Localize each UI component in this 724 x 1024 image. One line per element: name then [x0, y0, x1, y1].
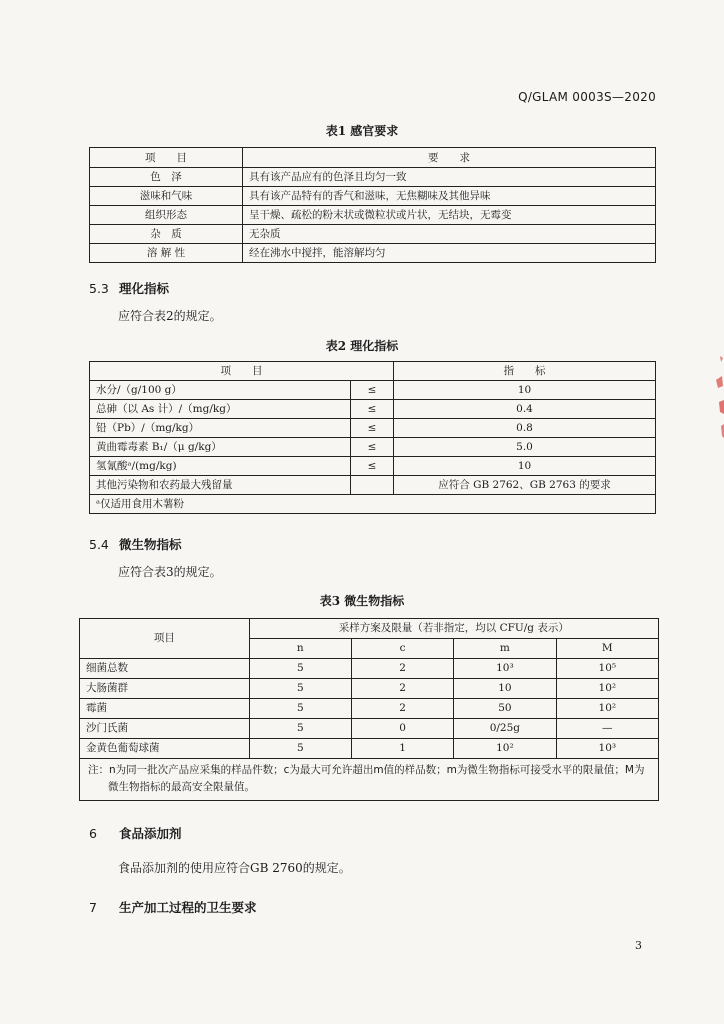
table2-cell: 10 — [394, 457, 656, 476]
table3-cell: 金黄色葡萄球菌 — [80, 739, 250, 759]
red-stamp-edge — [710, 352, 724, 442]
section-number: 5.4 — [89, 537, 109, 552]
section-5-4-heading — [89, 535, 182, 553]
section-title: 微生物指标 — [119, 537, 182, 552]
table2-cell: 应符合 GB 2762、GB 2763 的要求 — [394, 476, 656, 495]
table3-cell: 0/25g — [454, 719, 556, 739]
table2-cell: ≤ — [351, 457, 394, 476]
table1-cell: 无杂质 — [243, 225, 656, 244]
document-code: Q/GLAM 0003S—2020 — [518, 90, 656, 104]
table2-cell — [351, 476, 394, 495]
table3-cell: 细菌总数 — [80, 659, 250, 679]
table1-cell: 具有该产品应有的色泽且均匀一致 — [243, 168, 656, 187]
table2-cell: ≤ — [351, 381, 394, 400]
section-6-heading — [89, 824, 182, 842]
table3-cell: 2 — [351, 699, 453, 719]
table3-cell: 5 — [249, 719, 351, 739]
table1-cell: 溶 解 性 — [90, 244, 243, 263]
table3-cell: 50 — [454, 699, 556, 719]
section-number: 7 — [89, 900, 97, 915]
table3-cell: 10² — [454, 739, 556, 759]
microbial-table — [79, 618, 659, 801]
table1-cell: 色 泽 — [90, 168, 243, 187]
table2-cell: 其他污染物和农药最大残留量 — [90, 476, 351, 495]
table3-cell: 2 — [351, 679, 453, 699]
table1-cell: 滋味和气味 — [90, 187, 243, 206]
table1-cell: 组织形态 — [90, 206, 243, 225]
table3-cell: 10² — [556, 679, 658, 699]
table-row — [80, 679, 659, 699]
page-number: 3 — [635, 939, 642, 952]
table3-subheader-n: n — [249, 639, 351, 659]
table3-cell: 10⁵ — [556, 659, 658, 679]
table1-header-requirement: 要 求 — [243, 148, 656, 168]
sensory-table — [89, 147, 656, 263]
table-row — [80, 719, 659, 739]
table2-cell: 10 — [394, 381, 656, 400]
table-row — [90, 476, 656, 495]
table3-cell: 1 — [351, 739, 453, 759]
section-6-text: 食品添加剂的使用应符合GB 2760的规定。 — [118, 861, 351, 875]
table2-cell: ≤ — [351, 419, 394, 438]
table3-subheader-M: M — [556, 639, 658, 659]
section-7-heading — [89, 898, 257, 916]
table2-header-item: 项 目 — [90, 362, 394, 381]
table2-header-index: 指 标 — [394, 362, 656, 381]
table-row — [90, 206, 656, 225]
table2-cell: 0.8 — [394, 419, 656, 438]
table2-cell: 5.0 — [394, 438, 656, 457]
table1-cell: 具有该产品特有的香气和滋味，无焦糊味及其他异味 — [243, 187, 656, 206]
table1-caption: 表1 感官要求 — [325, 124, 399, 138]
table2-cell: 黄曲霉毒素 B₁/（μ g/kg） — [90, 438, 351, 457]
table3-cell: 10 — [454, 679, 556, 699]
table-row — [90, 419, 656, 438]
table3-group-header: 采样方案及限量（若非指定，均以 CFU/g 表示） — [249, 619, 658, 639]
table-row — [80, 659, 659, 679]
table-row — [90, 400, 656, 419]
table2-footnote: ᵃ仅适用食用木薯粉 — [90, 495, 656, 514]
section-number: 5.3 — [89, 281, 109, 296]
table2-cell: ≤ — [351, 438, 394, 457]
table-row — [90, 168, 656, 187]
table-row — [90, 457, 656, 476]
table3-cell: 霉菌 — [80, 699, 250, 719]
table1-cell: 杂 质 — [90, 225, 243, 244]
table-row — [90, 244, 656, 263]
table3-caption: 表3 微生物指标 — [319, 594, 405, 608]
table3-cell: 沙门氏菌 — [80, 719, 250, 739]
table-row — [90, 381, 656, 400]
table3-cell: 5 — [249, 659, 351, 679]
table3-cell: 0 — [351, 719, 453, 739]
table3-subheader-c: c — [351, 639, 453, 659]
table-row — [90, 187, 656, 206]
table2-caption: 表2 理化指标 — [325, 339, 399, 353]
table3-cell: 5 — [249, 679, 351, 699]
section-title: 生产加工过程的卫生要求 — [119, 900, 257, 915]
table1-header-item: 项 目 — [90, 148, 243, 168]
table2-cell: 总砷（以 As 计）/（mg/kg） — [90, 400, 351, 419]
section-title: 食品添加剂 — [119, 826, 182, 841]
table-row — [80, 739, 659, 759]
table-row — [80, 699, 659, 719]
table1-cell: 呈干燥、疏松的粉末状或微粒状或片状，无结块，无霉变 — [243, 206, 656, 225]
table2-cell: 氢氰酸ᵃ/(mg/kg) — [90, 457, 351, 476]
table3-note: 注：n为同一批次产品应采集的样品件数；c为最大可允许超出m值的样品数；m为微生物指标可接受水平的限量值；M为微生物指标的最高安全限量值。 — [80, 759, 659, 801]
table3-cell: 5 — [249, 739, 351, 759]
table3-subheader-m: m — [454, 639, 556, 659]
table3-cell: 10³ — [556, 739, 658, 759]
table3-cell: 10³ — [454, 659, 556, 679]
section-number: 6 — [89, 826, 97, 841]
physicochemical-table — [89, 361, 656, 514]
table-row — [90, 438, 656, 457]
section-5-3-text: 应符合表2的规定。 — [118, 309, 222, 323]
table3-cell: 2 — [351, 659, 453, 679]
table2-cell: 水分/（g/100 g） — [90, 381, 351, 400]
table-row — [90, 225, 656, 244]
table2-cell: ≤ — [351, 400, 394, 419]
table2-cell: 0.4 — [394, 400, 656, 419]
table3-cell: — — [556, 719, 658, 739]
table2-cell: 铅（Pb）/（mg/kg） — [90, 419, 351, 438]
section-5-4-text: 应符合表3的规定。 — [118, 565, 222, 579]
section-5-3-heading — [89, 279, 169, 297]
table1-cell: 经在沸水中搅拌，能溶解均匀 — [243, 244, 656, 263]
table3-header-item: 项目 — [80, 619, 250, 659]
table3-cell: 10² — [556, 699, 658, 719]
section-title: 理化指标 — [119, 281, 170, 296]
table3-cell: 大肠菌群 — [80, 679, 250, 699]
table3-cell: 5 — [249, 699, 351, 719]
